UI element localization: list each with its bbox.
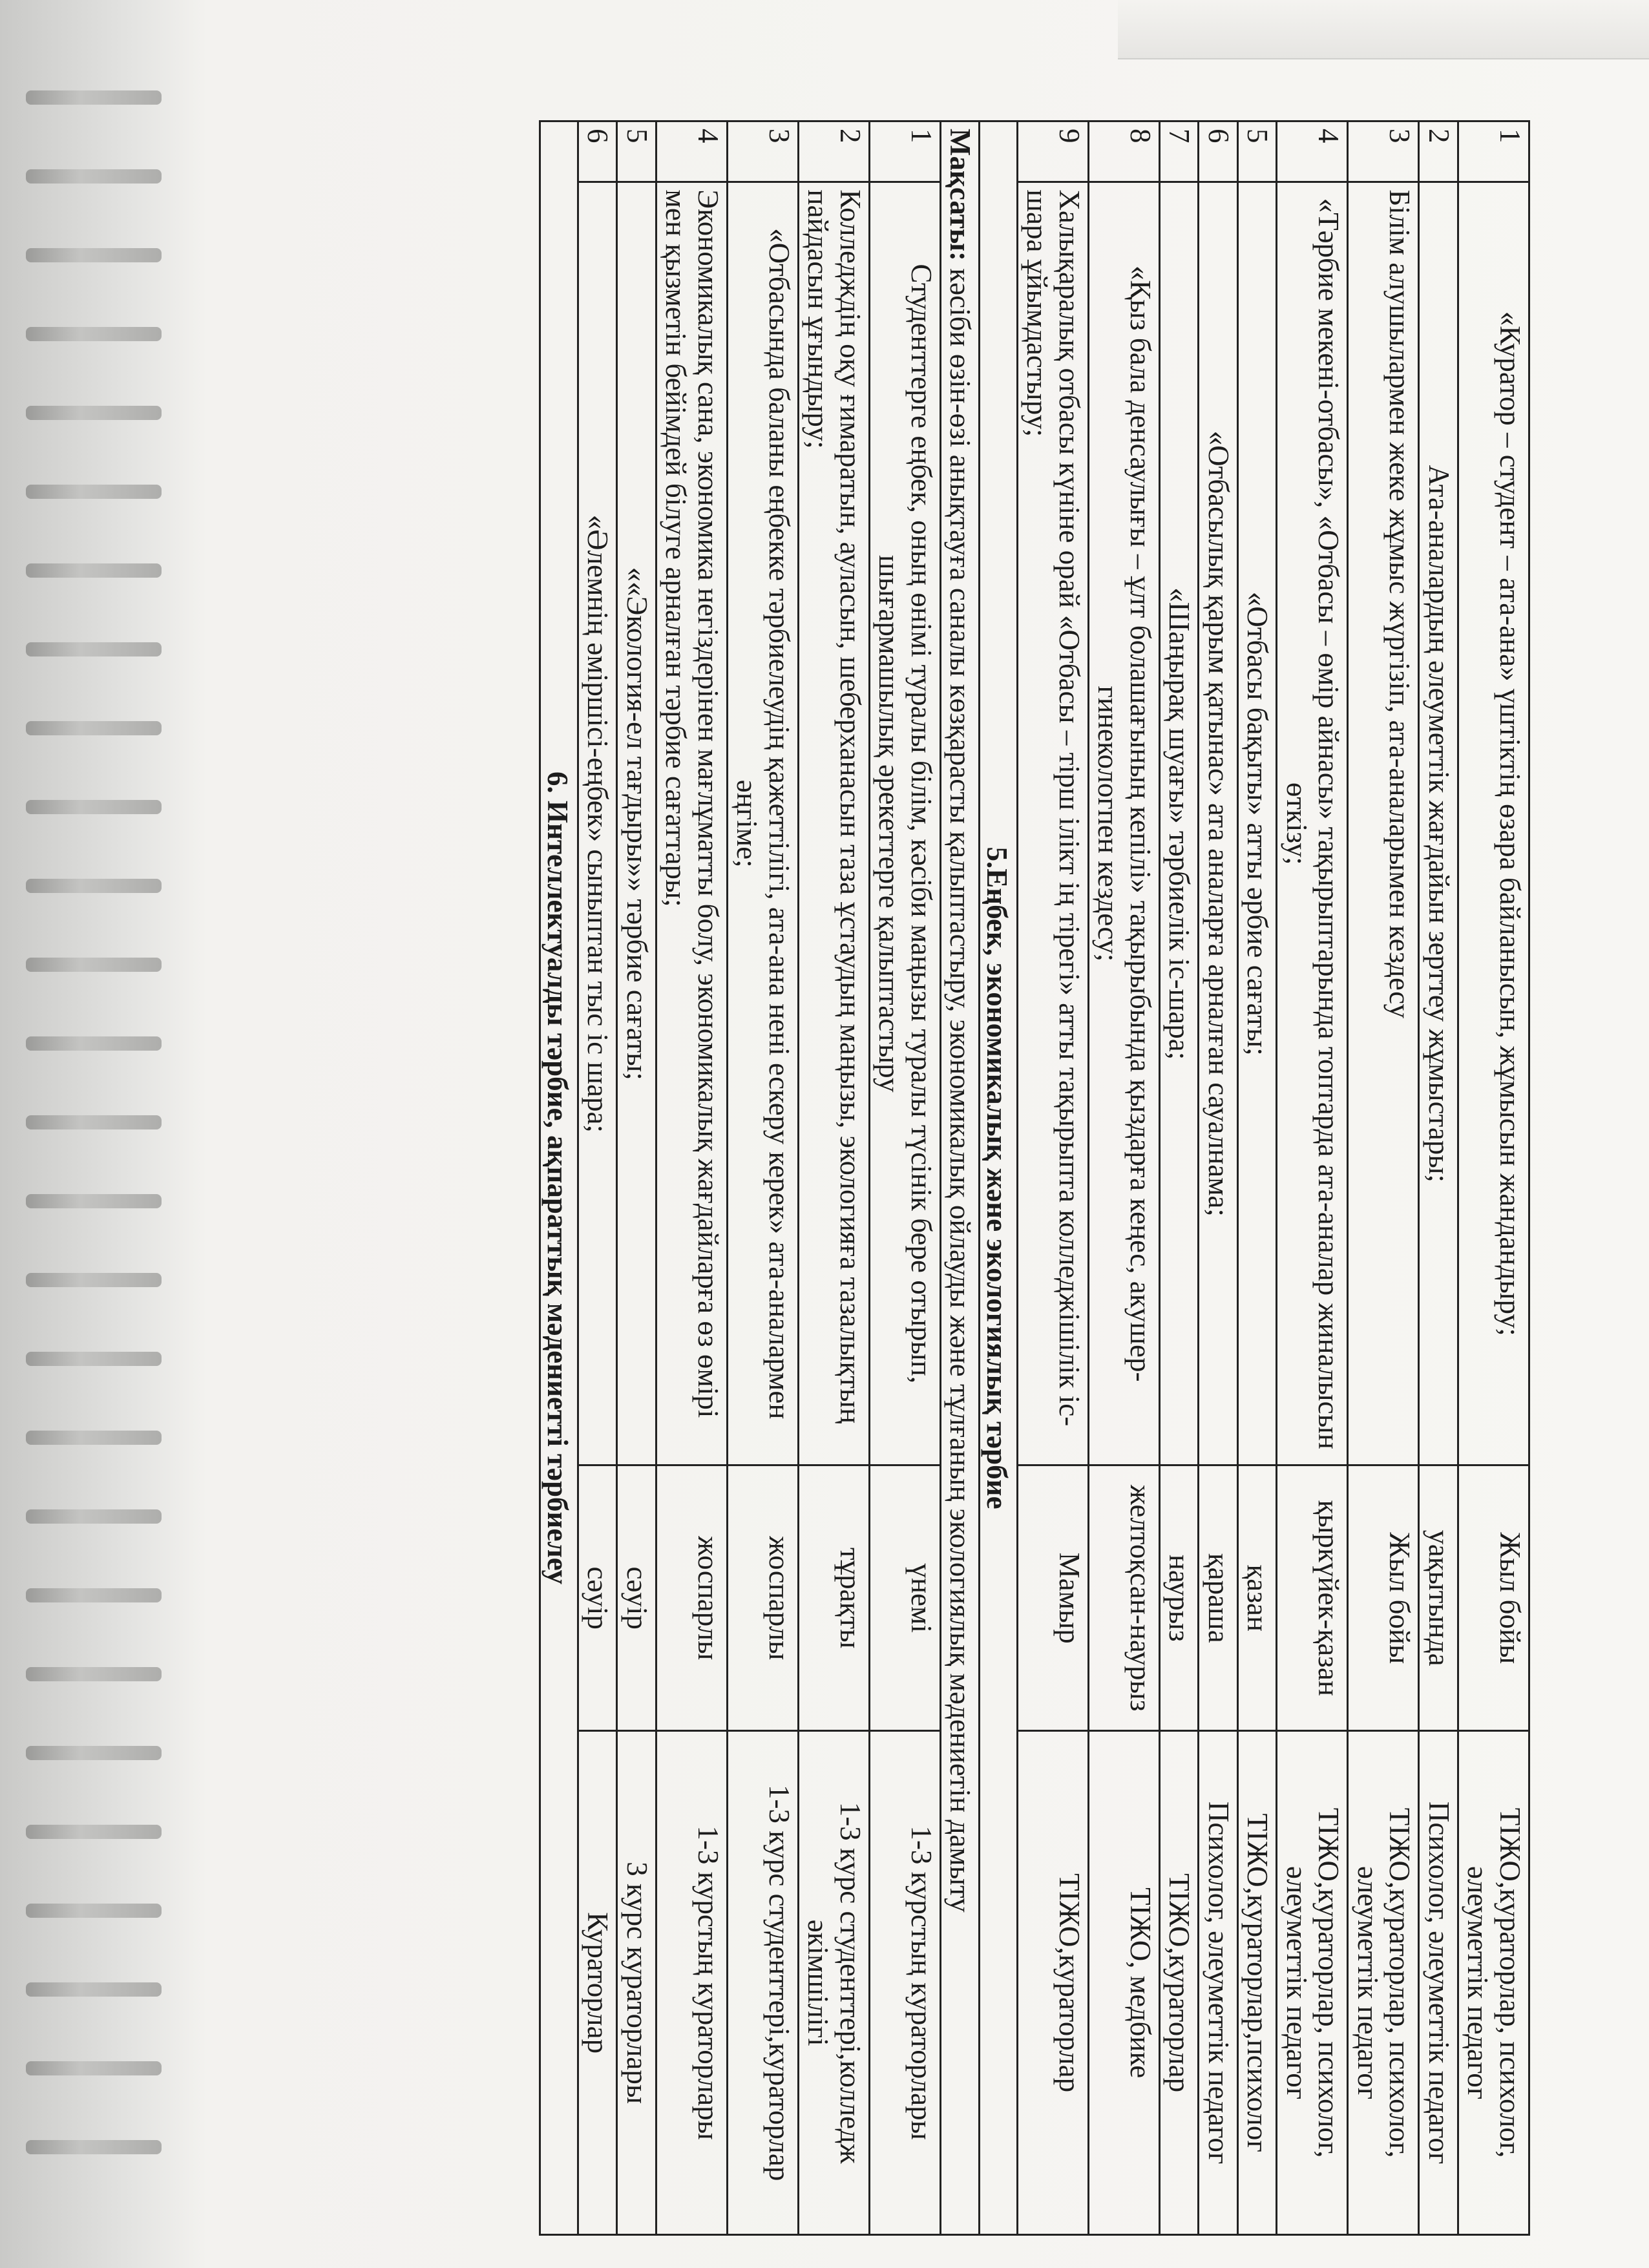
binding-ring xyxy=(26,879,162,893)
row-responsible: ТІЖО,кураторлар xyxy=(1018,1731,1089,2235)
binding-ring xyxy=(26,169,162,184)
binding-ring xyxy=(26,1825,162,1839)
row-time: сәуір xyxy=(578,1465,618,1731)
table-row xyxy=(656,121,728,2235)
section-6-title: 6. Интеллектуалды тәрбие, ақпараттық мәдениетті тәрбиелеу xyxy=(540,121,578,2235)
goal-label: Мақсаты: xyxy=(944,129,977,261)
row-event: «Қыз бала денсаулығы – ұлт болашағының кепілі» тақырыбында қыздарға кеңес, акушер- гинекологпен кездесу; xyxy=(1089,182,1160,1465)
row-event: «Отбасылық қарым қатынас» ата аналарға арналған сауалнама; xyxy=(1199,182,1238,1465)
binding-ring xyxy=(26,1667,162,1681)
row-number: 4 xyxy=(656,121,728,182)
binding-ring xyxy=(26,563,162,578)
binding-ring xyxy=(26,1904,162,1918)
row-time: тұрақты xyxy=(799,1465,870,1731)
table-row xyxy=(1419,121,1458,2235)
row-responsible: Психолог, әлеуметтік педагог xyxy=(1199,1731,1238,2235)
table-row xyxy=(1018,121,1089,2235)
row-number: 6 xyxy=(578,121,618,182)
row-responsible: 1-3 курс студенттері,колледж әкімшілігі xyxy=(799,1731,870,2235)
binding-ring xyxy=(26,248,162,262)
binding-ring xyxy=(26,1115,162,1129)
labor-economic-rows xyxy=(578,121,941,2235)
row-responsible: ТІЖО,кураторлар,психолог xyxy=(1238,1731,1277,2235)
row-responsible: 3 курс кураторлары xyxy=(617,1731,656,2235)
section-5-goal xyxy=(941,121,980,2235)
row-responsible: 1-3 курстың кураторлары xyxy=(870,1731,941,2235)
binding-ring xyxy=(26,1588,162,1602)
table-row xyxy=(728,121,799,2235)
table-row xyxy=(578,121,618,2235)
row-number: 3 xyxy=(728,121,799,182)
binding-ring xyxy=(26,1982,162,1997)
spiral-binding xyxy=(26,90,174,2223)
row-event: Студенттерге еңбек, оның өнімі туралы білім, кәсіби маңызы туралы түсінік бере отырып, шығармашылық әрекеттерге қалыптастыру xyxy=(870,182,941,1465)
family-work-rows xyxy=(1018,121,1529,2235)
row-responsible: 1-3 курс студенттері,кураторлар xyxy=(728,1731,799,2235)
table-row xyxy=(1199,121,1238,2235)
binding-ring xyxy=(26,1194,162,1208)
row-responsible: ТІЖО, медбике xyxy=(1089,1731,1160,2235)
table-row xyxy=(1089,121,1160,2235)
row-event: «Куратор – студент – ата-ана» үштіктің өзара байланысын, жұмысын жандандыру; xyxy=(1458,182,1529,1465)
binding-ring xyxy=(26,721,162,735)
row-time: Жыл бойы xyxy=(1348,1465,1419,1731)
section-6-title-row xyxy=(540,121,578,2235)
row-time: сәуір xyxy=(617,1465,656,1731)
row-number: 6 xyxy=(1199,121,1238,182)
row-time: наурыз xyxy=(1160,1465,1199,1731)
table-row xyxy=(799,121,870,2235)
binding-ring xyxy=(26,1273,162,1287)
rotated-document-page xyxy=(216,120,1530,2236)
row-responsible: 1-3 курстың кураторлары xyxy=(656,1731,728,2235)
row-event: «Отбасы бақыты» атты әрбие сағаты; xyxy=(1238,182,1277,1465)
row-responsible: ТІЖО,кураторлар xyxy=(1160,1731,1199,2235)
row-time: қараша xyxy=(1199,1465,1238,1731)
binding-ring xyxy=(26,1431,162,1445)
section-5-goal-row xyxy=(941,121,980,2235)
plan-table xyxy=(540,120,1531,2236)
binding-ring xyxy=(26,1746,162,1760)
row-time: Мамыр xyxy=(1018,1465,1089,1731)
row-number: 8 xyxy=(1089,121,1160,182)
row-event: ««Экология-ел тағдыры»» тәрбие сағаты; xyxy=(617,182,656,1465)
section-5-title-row xyxy=(980,121,1018,2235)
row-responsible: Кураторлар xyxy=(578,1731,618,2235)
binding-ring xyxy=(26,485,162,499)
binding-ring xyxy=(26,90,162,105)
row-event: «Отбасында баланы еңбекке тәрбиелеудің қажеттілігі, ата-ана нені ескеру керек» ата-аналармен әңгіме; xyxy=(728,182,799,1465)
row-number: 5 xyxy=(1238,121,1277,182)
goal-text: кәсіби өзін-өзі анықтауға саналы көзқарасты қалыптастыру, экономикалық ойлауды және тұлғаның экологиялық мәдениетін дамыту xyxy=(944,268,977,1913)
row-event: «Әлемнің әміршісі-еңбек» сыныптан тыс іс шара; xyxy=(578,182,618,1465)
binding-ring xyxy=(26,327,162,341)
table-row xyxy=(1277,121,1348,2235)
row-time: Жыл бойы xyxy=(1458,1465,1529,1731)
row-responsible: Психолог, әлеуметтік педагог xyxy=(1419,1731,1458,2235)
row-event: «Тәрбие мекені-отбасы», «Отбасы – өмір айнасы» тақырыптарында топтарда ата-аналар жиналысын өткізу; xyxy=(1277,182,1348,1465)
row-event: «Шаңырақ шуағы» тәрбиелік іс-шара; xyxy=(1160,182,1199,1465)
row-event: Экономикалық сана, экономика негіздерінен мағлұматты болу, экономикалық жағдайларға өз өмірі мен қызметін бейімдей білуге арналған тәрбие сағаттары; xyxy=(656,182,728,1465)
row-time: уақытында xyxy=(1419,1465,1458,1731)
row-number: 7 xyxy=(1160,121,1199,182)
section-5-header xyxy=(941,121,1018,2235)
binding-ring xyxy=(26,1509,162,1524)
binding-ring xyxy=(26,1036,162,1051)
row-number: 3 xyxy=(1348,121,1419,182)
binding-ring xyxy=(26,2140,162,2154)
row-time: қазан xyxy=(1238,1465,1277,1731)
binding-ring xyxy=(26,642,162,656)
row-event: Ата-аналардың әлеуметтік жағдайын зерттеу жұмыстары; xyxy=(1419,182,1458,1465)
binding-ring xyxy=(26,800,162,814)
binding-ring xyxy=(26,406,162,420)
row-number: 4 xyxy=(1277,121,1348,182)
binding-ring xyxy=(26,2061,162,2075)
row-number: 9 xyxy=(1018,121,1089,182)
binding-ring xyxy=(26,1352,162,1366)
row-event: Білім алушылармен жеке жұмыс жүргізіп, ата-аналарымен кездесу xyxy=(1348,182,1419,1465)
table-row xyxy=(1238,121,1277,2235)
section-5-title: 5.Еңбек, экономикалық және экологиялық тәрбие xyxy=(980,121,1018,2235)
row-time: қыркүйек-қазан xyxy=(1277,1465,1348,1731)
row-number: 2 xyxy=(799,121,870,182)
row-responsible: ТІЖО,кураторлар, психолог, әлеуметтік педагог xyxy=(1348,1731,1419,2235)
row-number: 5 xyxy=(617,121,656,182)
row-responsible: ТІЖО,кураторлар, психолог, әлеуметтік педагог xyxy=(1277,1731,1348,2235)
table-row xyxy=(1348,121,1419,2235)
section-6-header xyxy=(540,121,578,2235)
table-row xyxy=(1160,121,1199,2235)
row-time: үнемі xyxy=(870,1465,941,1731)
row-responsible: ТІЖО,кураторлар, психолог, әлеуметтік педагог xyxy=(1458,1731,1529,2235)
row-number: 1 xyxy=(1458,121,1529,182)
row-number: 2 xyxy=(1419,121,1458,182)
row-time: желтоқсан-наурыз xyxy=(1089,1465,1160,1731)
row-time: жоспарлы xyxy=(728,1465,799,1731)
paper-top-edge xyxy=(1118,0,1649,59)
table-row xyxy=(617,121,656,2235)
table-row xyxy=(870,121,941,2235)
binding-ring xyxy=(26,958,162,972)
row-event: Колледждің оқу ғимаратын, ауласын, шеберханасын таза ұстаудың маңызы, экологияға тазалықтың пайдасын ұғындыру; xyxy=(799,182,870,1465)
table-row xyxy=(1458,121,1529,2235)
row-event: Халықаралық отбасы күніне орай «Отбасы – тірш ілікт ің тірегі» атты тақырыпта колледжішілік іс-шара ұйымдастыру; xyxy=(1018,182,1089,1465)
row-time: жоспарлы xyxy=(656,1465,728,1731)
row-number: 1 xyxy=(870,121,941,182)
